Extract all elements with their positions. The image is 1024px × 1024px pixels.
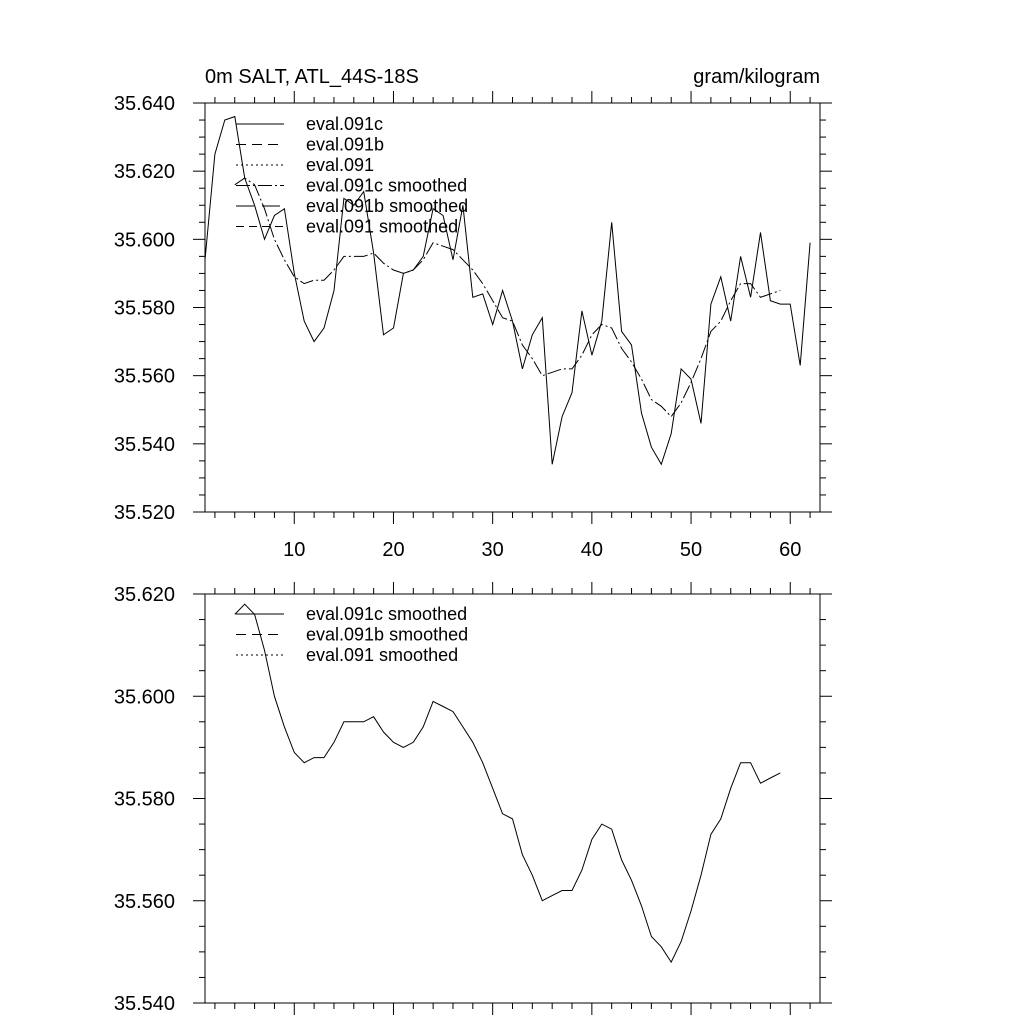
top-panel bbox=[114, 66, 832, 561]
bottom-panel bbox=[114, 582, 832, 1015]
y-tick-label: 35.560 bbox=[113, 890, 175, 913]
y-tick-label: 35.540 bbox=[113, 433, 175, 456]
legend-label: eval.091b smoothed bbox=[306, 196, 469, 216]
y-tick-label: 35.600 bbox=[113, 686, 175, 709]
y-tick-label: 35.580 bbox=[113, 788, 175, 811]
series-line-eval-091c bbox=[205, 117, 810, 465]
legend-label: eval.091c bbox=[306, 114, 384, 134]
y-tick-label: 35.560 bbox=[113, 365, 175, 388]
x-tick-label: 50 bbox=[679, 539, 703, 561]
legend-label: eval.091b bbox=[306, 134, 385, 155]
y-tick-label: 35.640 bbox=[113, 93, 175, 115]
x-tick-label: 60 bbox=[779, 539, 802, 561]
chart-title: 0m SALT, ATL_44S-18S bbox=[205, 66, 419, 88]
y-tick-label: 35.600 bbox=[113, 229, 175, 252]
x-tick-label: 10 bbox=[283, 539, 306, 561]
y-tick-label: 35.540 bbox=[113, 993, 175, 1015]
legend-label: eval.091 smoothed bbox=[306, 645, 459, 665]
y-tick-label: 35.620 bbox=[113, 584, 175, 606]
x-tick-label: 40 bbox=[580, 539, 603, 561]
y-tick-label: 35.520 bbox=[113, 502, 175, 524]
legend-label: eval.091b smoothed bbox=[306, 624, 469, 645]
legend-label: eval.091c smoothed bbox=[306, 175, 468, 196]
legend-label: eval.091 bbox=[306, 155, 375, 175]
legend-label: eval.091c smoothed bbox=[306, 604, 468, 624]
x-tick-label: 20 bbox=[382, 539, 405, 561]
y-tick-label: 35.580 bbox=[113, 297, 175, 320]
units-label: gram/kilogram bbox=[693, 66, 820, 88]
x-tick-label: 30 bbox=[481, 539, 504, 561]
y-tick-label: 35.620 bbox=[113, 161, 175, 184]
legend-label: eval.091 smoothed bbox=[306, 216, 459, 237]
